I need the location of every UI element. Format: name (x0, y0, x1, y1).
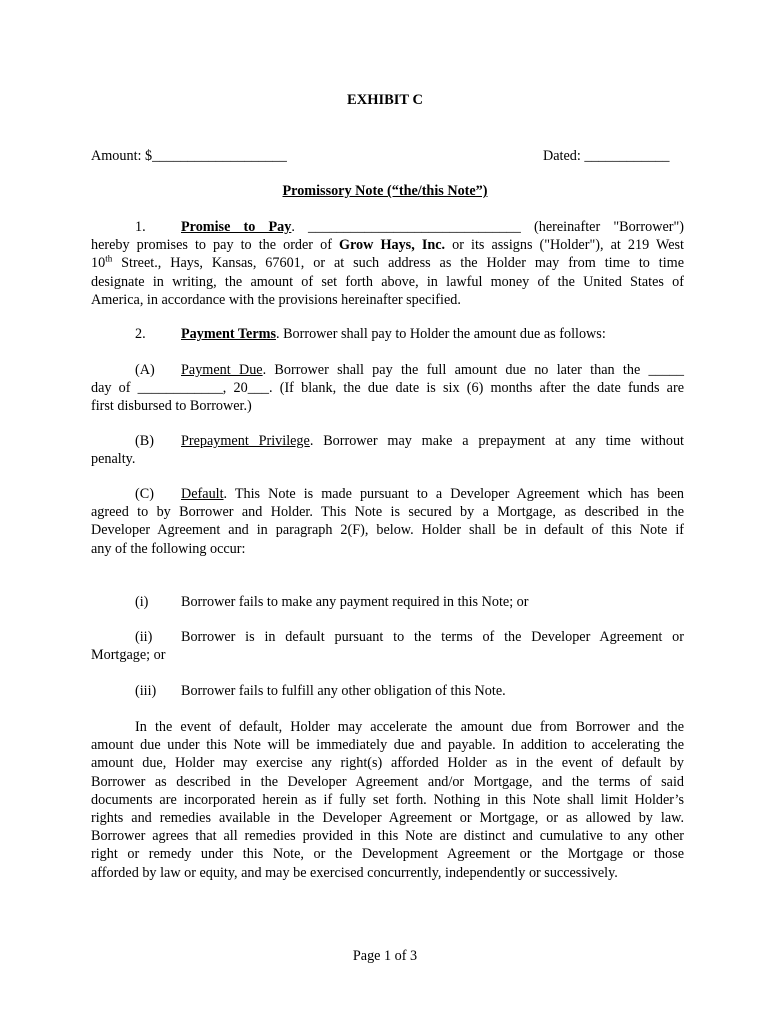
subsection-a-payment-due (91, 361, 684, 416)
subsection-heading: Prepayment Privilege (181, 433, 310, 449)
list-label: (ii) (135, 629, 153, 645)
holder-name: Grow Hays, Inc. (338, 237, 446, 254)
paragraph-text: documents are incorporated herein as if fully set forth. Nothing in this Note shall limit Holder’s (91, 791, 684, 808)
section-number: 2. (135, 326, 146, 342)
paragraph-text: In the event of default, Holder may accelerate the amount due from Borrower and the (135, 719, 684, 735)
subsection-label: (B) (135, 433, 154, 449)
paragraph-text: . Borrower may make a prepayment at any time without (309, 433, 684, 449)
section-1-promise-to-pay (91, 218, 684, 309)
list-label: (i) (135, 594, 149, 610)
paragraph-text: Mortgage; or (91, 647, 166, 664)
paragraph-text: . Borrower shall pay the full amount due no later than the _____ (262, 362, 684, 378)
paragraph-text: right or remedy under this Note, or the Development Agreement or the Mortgage or those (91, 846, 684, 863)
paragraph-text: first disbursed to Borrower.) (91, 398, 252, 415)
paragraph-text: hereby promises to pay to the order of (91, 237, 339, 254)
paragraph-text: rights and remedies available in the Developer Agreement or Mortgage, or as allowed by law. (91, 810, 684, 827)
paragraph-text: or its assigns ("Holder"), at 219 West (445, 237, 684, 254)
section-number: 1. (135, 219, 146, 235)
subsection-label: (A) (135, 362, 155, 378)
paragraph-text: agreed to by Borrower and Holder. This Note is secured by a Mortgage, as described in the (91, 504, 684, 521)
paragraph-text: Borrower as described in the Developer Agreement and/or Mortgage, and the terms of said (91, 773, 684, 790)
default-condition-i (91, 593, 684, 611)
paragraph-text: penalty. (91, 451, 136, 468)
note-title: Promissory Note (“the/this Note”) (282, 183, 488, 199)
paragraph-text: Borrower agrees that all remedies provided in this Note are distinct and cumulative to any other (91, 828, 684, 845)
ordinal-suffix: th (105, 253, 113, 264)
paragraph-text: . Borrower shall pay to Holder the amount due as follows: (275, 326, 606, 342)
paragraph-text: day of ____________, 20___. (If blank, the due date is six (6) months after the date funds are (91, 380, 684, 397)
paragraph-text: amount due under this Note will be immediately due and payable. In addition to accelerating the (91, 737, 684, 754)
section-heading: Promise to Pay (181, 219, 292, 235)
paragraph-text: afforded by law or equity, and may be exercised concurrently, independently or successively. (91, 864, 618, 881)
amount-field: Amount: $___________________ (91, 148, 287, 164)
subsection-c-default (91, 485, 684, 558)
section-heading: Payment Terms (181, 326, 276, 342)
default-condition-ii (91, 628, 684, 664)
paragraph-text: . This Note is made pursuant to a Developer Agreement which has been (223, 486, 684, 502)
paragraph-text: designate in writing, the amount of set forth above, in lawful money of the United States of (91, 273, 684, 290)
paragraph-text: America, in accordance with the provisions hereinafter specified. (91, 291, 461, 308)
paragraph-text: 10 (91, 255, 106, 272)
list-label: (iii) (135, 683, 157, 699)
remedies-paragraph (91, 718, 684, 882)
page-number: Page 1 of 3 (352, 948, 418, 964)
subsection-heading: Default (181, 486, 224, 502)
default-condition-iii (91, 682, 684, 700)
exhibit-title: EXHIBIT C (347, 92, 423, 108)
subsection-b-prepayment (91, 432, 684, 468)
paragraph-text: any of the following occur: (91, 540, 246, 557)
paragraph-text: Borrower fails to fulfill any other obligation of this Note. (181, 683, 506, 699)
paragraph-text: Borrower is in default pursuant to the terms of the Developer Agreement or (181, 629, 684, 645)
subsection-heading: Payment Due (181, 362, 263, 378)
paragraph-text: Borrower fails to make any payment required in this Note; or (181, 594, 529, 610)
paragraph-text: . ______________________________ (hereinafter "Borrower") (291, 219, 684, 235)
section-2-payment-terms (91, 325, 684, 343)
paragraph-text: Street., Hays, Kansas, 67601, or at such address as the Holder may from time to time (112, 255, 684, 272)
dated-field: Dated: ____________ (543, 148, 670, 164)
paragraph-text: amount due, Holder may exercise any right(s) afforded Holder as in the event of default by (91, 755, 684, 772)
subsection-label: (C) (135, 486, 154, 502)
paragraph-text: Developer Agreement and in paragraph 2(F), below. Holder shall be in default of this Note if (91, 522, 684, 539)
